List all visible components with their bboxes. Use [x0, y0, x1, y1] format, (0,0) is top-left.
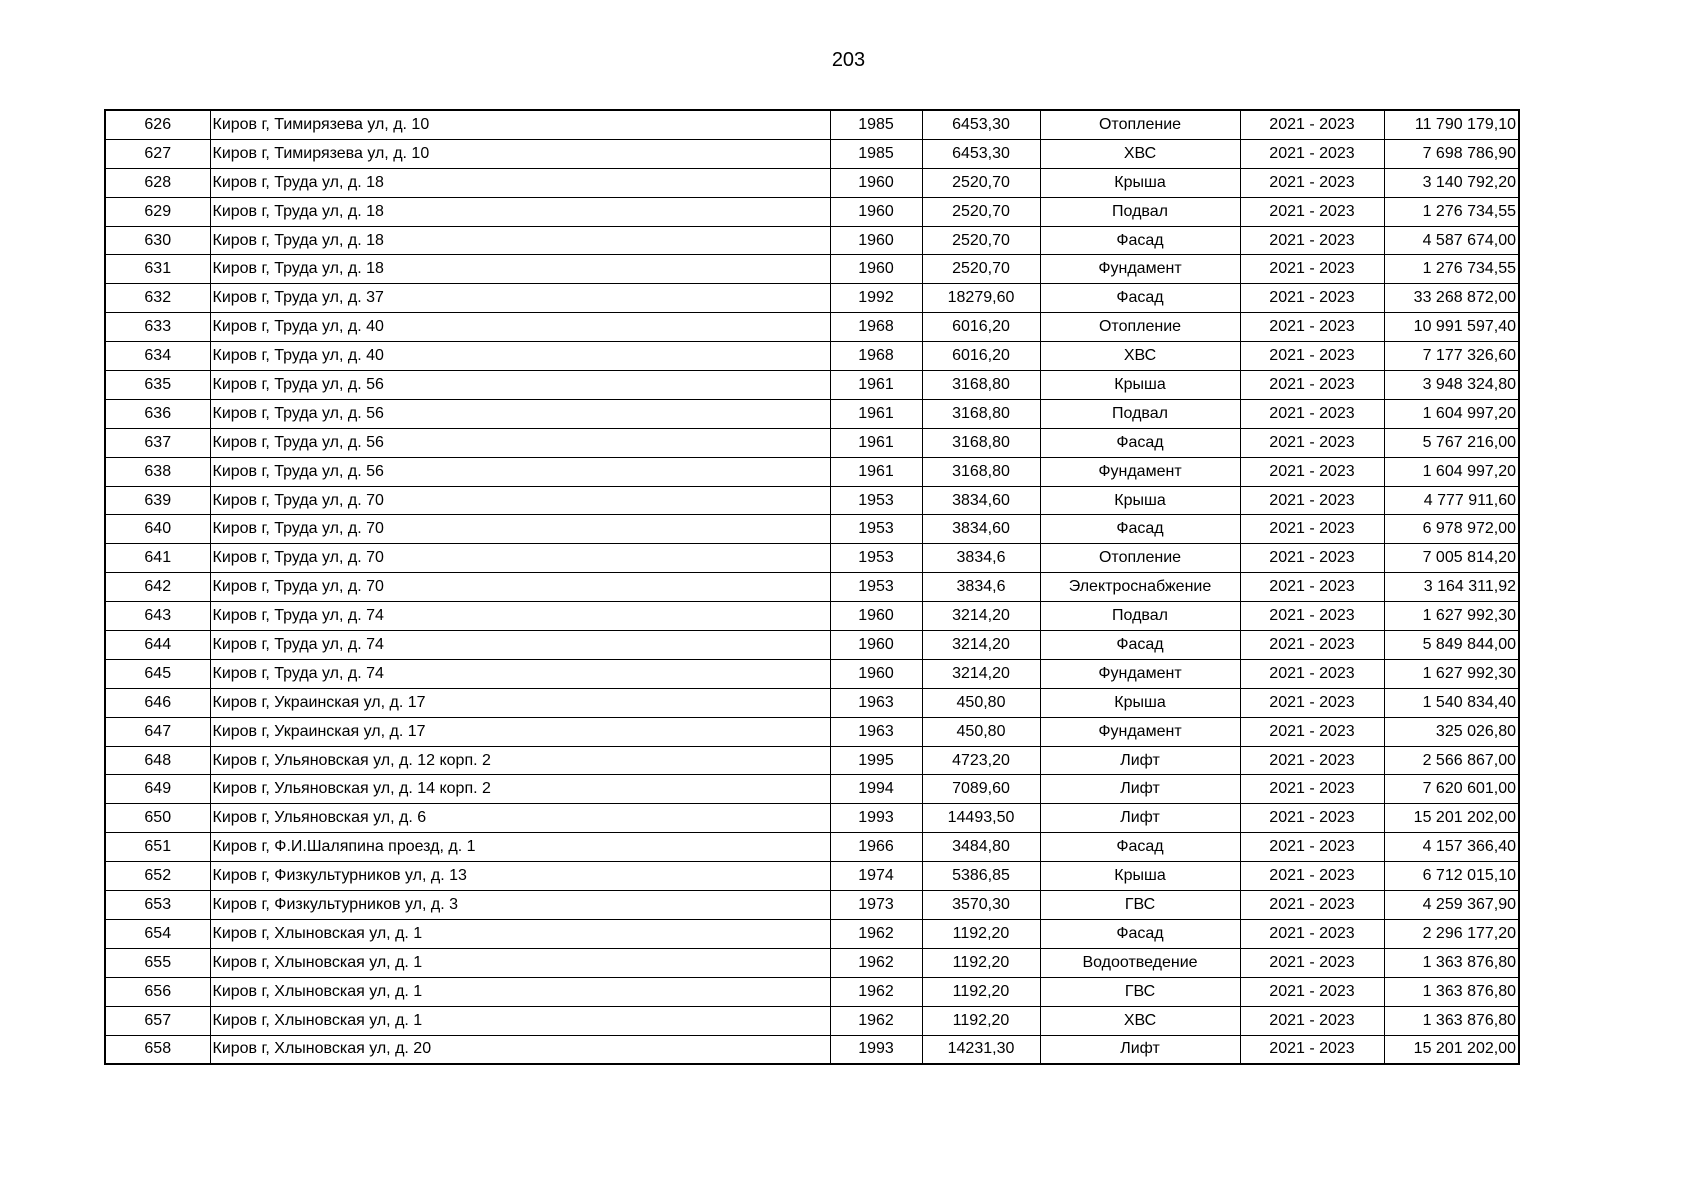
cost-cell: 4 259 367,90 [1384, 891, 1519, 920]
period-cell: 2021 - 2023 [1240, 862, 1384, 891]
period-cell: 2021 - 2023 [1240, 371, 1384, 400]
period-cell: 2021 - 2023 [1240, 573, 1384, 602]
cost-cell: 2 296 177,20 [1384, 919, 1519, 948]
area-cell: 6016,20 [922, 313, 1040, 342]
table-row [105, 110, 1519, 139]
address-cell: Киров г, Ульяновская ул, д. 6 [210, 804, 830, 833]
cost-cell: 5 849 844,00 [1384, 631, 1519, 660]
period-cell: 2021 - 2023 [1240, 168, 1384, 197]
table-row [105, 862, 1519, 891]
cost-cell: 1 363 876,80 [1384, 1006, 1519, 1035]
row-number-cell: 639 [105, 486, 210, 515]
area-cell: 14231,30 [922, 1035, 1040, 1064]
period-cell: 2021 - 2023 [1240, 775, 1384, 804]
year-built-cell: 1960 [830, 197, 922, 226]
area-cell: 2520,70 [922, 255, 1040, 284]
work-type-cell: Отопление [1040, 313, 1240, 342]
address-cell: Киров г, Труда ул, д. 70 [210, 544, 830, 573]
cost-cell: 1 276 734,55 [1384, 197, 1519, 226]
cost-cell: 11 790 179,10 [1384, 110, 1519, 139]
address-cell: Киров г, Труда ул, д. 40 [210, 342, 830, 371]
row-number-cell: 641 [105, 544, 210, 573]
address-cell: Киров г, Физкультурников ул, д. 3 [210, 891, 830, 920]
address-cell: Киров г, Труда ул, д. 18 [210, 168, 830, 197]
year-built-cell: 1963 [830, 688, 922, 717]
table-row [105, 1035, 1519, 1064]
area-cell: 14493,50 [922, 804, 1040, 833]
table-row [105, 833, 1519, 862]
area-cell: 3834,60 [922, 515, 1040, 544]
area-cell: 2520,70 [922, 197, 1040, 226]
period-cell: 2021 - 2023 [1240, 428, 1384, 457]
page-number: 203 [831, 49, 866, 71]
year-built-cell: 1993 [830, 804, 922, 833]
table-row [105, 775, 1519, 804]
period-cell: 2021 - 2023 [1240, 1035, 1384, 1064]
year-built-cell: 1993 [830, 1035, 922, 1064]
table-row [105, 573, 1519, 602]
year-built-cell: 1962 [830, 1006, 922, 1035]
area-cell: 3168,80 [922, 399, 1040, 428]
row-number-cell: 656 [105, 977, 210, 1006]
address-cell: Киров г, Тимирязева ул, д. 10 [210, 139, 830, 168]
row-number-cell: 644 [105, 631, 210, 660]
row-number-cell: 629 [105, 197, 210, 226]
work-type-cell: Отопление [1040, 110, 1240, 139]
period-cell: 2021 - 2023 [1240, 110, 1384, 139]
year-built-cell: 1953 [830, 573, 922, 602]
area-cell: 3168,80 [922, 457, 1040, 486]
table-row [105, 515, 1519, 544]
cost-cell: 1 363 876,80 [1384, 977, 1519, 1006]
year-built-cell: 1960 [830, 226, 922, 255]
period-cell: 2021 - 2023 [1240, 139, 1384, 168]
period-cell: 2021 - 2023 [1240, 515, 1384, 544]
row-number-cell: 635 [105, 371, 210, 400]
work-type-cell: Фундамент [1040, 659, 1240, 688]
period-cell: 2021 - 2023 [1240, 602, 1384, 631]
address-cell: Киров г, Ульяновская ул, д. 14 корп. 2 [210, 775, 830, 804]
address-cell: Киров г, Труда ул, д. 56 [210, 399, 830, 428]
work-type-cell: Лифт [1040, 746, 1240, 775]
area-cell: 1192,20 [922, 1006, 1040, 1035]
work-type-cell: ХВС [1040, 139, 1240, 168]
row-number-cell: 651 [105, 833, 210, 862]
repair-registry-table [104, 109, 1520, 1065]
table-row [105, 717, 1519, 746]
area-cell: 6453,30 [922, 110, 1040, 139]
work-type-cell: Фасад [1040, 833, 1240, 862]
row-number-cell: 626 [105, 110, 210, 139]
year-built-cell: 1985 [830, 139, 922, 168]
year-built-cell: 1973 [830, 891, 922, 920]
area-cell: 18279,60 [922, 284, 1040, 313]
row-number-cell: 658 [105, 1035, 210, 1064]
year-built-cell: 1953 [830, 486, 922, 515]
cost-cell: 4 157 366,40 [1384, 833, 1519, 862]
address-cell: Киров г, Украинская ул, д. 17 [210, 688, 830, 717]
year-built-cell: 1960 [830, 631, 922, 660]
year-built-cell: 1961 [830, 399, 922, 428]
cost-cell: 1 276 734,55 [1384, 255, 1519, 284]
address-cell: Киров г, Труда ул, д. 70 [210, 486, 830, 515]
table-row [105, 977, 1519, 1006]
row-number-cell: 631 [105, 255, 210, 284]
row-number-cell: 655 [105, 948, 210, 977]
cost-cell: 2 566 867,00 [1384, 746, 1519, 775]
address-cell: Киров г, Труда ул, д. 56 [210, 457, 830, 486]
work-type-cell: Фундамент [1040, 457, 1240, 486]
table-row [105, 659, 1519, 688]
address-cell: Киров г, Труда ул, д. 18 [210, 197, 830, 226]
work-type-cell: Подвал [1040, 197, 1240, 226]
period-cell: 2021 - 2023 [1240, 399, 1384, 428]
work-type-cell: Крыша [1040, 168, 1240, 197]
address-cell: Киров г, Украинская ул, д. 17 [210, 717, 830, 746]
address-cell: Киров г, Физкультурников ул, д. 13 [210, 862, 830, 891]
work-type-cell: Подвал [1040, 399, 1240, 428]
address-cell: Киров г, Хлыновская ул, д. 1 [210, 948, 830, 977]
cost-cell: 4 587 674,00 [1384, 226, 1519, 255]
cost-cell: 3 140 792,20 [1384, 168, 1519, 197]
cost-cell: 7 177 326,60 [1384, 342, 1519, 371]
area-cell: 4723,20 [922, 746, 1040, 775]
table-row [105, 197, 1519, 226]
area-cell: 2520,70 [922, 168, 1040, 197]
cost-cell: 33 268 872,00 [1384, 284, 1519, 313]
cost-cell: 1 540 834,40 [1384, 688, 1519, 717]
table-row [105, 457, 1519, 486]
table-row [105, 399, 1519, 428]
row-number-cell: 646 [105, 688, 210, 717]
cost-cell: 7 620 601,00 [1384, 775, 1519, 804]
area-cell: 6453,30 [922, 139, 1040, 168]
area-cell: 6016,20 [922, 342, 1040, 371]
period-cell: 2021 - 2023 [1240, 659, 1384, 688]
area-cell: 3834,60 [922, 486, 1040, 515]
row-number-cell: 632 [105, 284, 210, 313]
address-cell: Киров г, Труда ул, д. 18 [210, 255, 830, 284]
row-number-cell: 628 [105, 168, 210, 197]
period-cell: 2021 - 2023 [1240, 284, 1384, 313]
address-cell: Киров г, Хлыновская ул, д. 1 [210, 919, 830, 948]
year-built-cell: 1960 [830, 168, 922, 197]
area-cell: 3214,20 [922, 602, 1040, 631]
address-cell: Киров г, Хлыновская ул, д. 1 [210, 977, 830, 1006]
year-built-cell: 1968 [830, 313, 922, 342]
period-cell: 2021 - 2023 [1240, 486, 1384, 515]
year-built-cell: 1960 [830, 602, 922, 631]
row-number-cell: 649 [105, 775, 210, 804]
address-cell: Киров г, Труда ул, д. 37 [210, 284, 830, 313]
address-cell: Киров г, Труда ул, д. 56 [210, 371, 830, 400]
period-cell: 2021 - 2023 [1240, 544, 1384, 573]
table-row [105, 342, 1519, 371]
work-type-cell: Подвал [1040, 602, 1240, 631]
cost-cell: 4 777 911,60 [1384, 486, 1519, 515]
year-built-cell: 1953 [830, 515, 922, 544]
period-cell: 2021 - 2023 [1240, 977, 1384, 1006]
work-type-cell: Лифт [1040, 1035, 1240, 1064]
work-type-cell: Лифт [1040, 775, 1240, 804]
row-number-cell: 653 [105, 891, 210, 920]
table-row [105, 486, 1519, 515]
year-built-cell: 1992 [830, 284, 922, 313]
address-cell: Киров г, Труда ул, д. 18 [210, 226, 830, 255]
table-row [105, 168, 1519, 197]
table-row [105, 602, 1519, 631]
year-built-cell: 1985 [830, 110, 922, 139]
period-cell: 2021 - 2023 [1240, 313, 1384, 342]
period-cell: 2021 - 2023 [1240, 631, 1384, 660]
work-type-cell: Фасад [1040, 428, 1240, 457]
work-type-cell: Электроснабжение [1040, 573, 1240, 602]
year-built-cell: 1962 [830, 948, 922, 977]
cost-cell: 325 026,80 [1384, 717, 1519, 746]
cost-cell: 6 712 015,10 [1384, 862, 1519, 891]
cost-cell: 1 363 876,80 [1384, 948, 1519, 977]
work-type-cell: Фасад [1040, 226, 1240, 255]
row-number-cell: 638 [105, 457, 210, 486]
address-cell: Киров г, Труда ул, д. 70 [210, 515, 830, 544]
work-type-cell: Крыша [1040, 371, 1240, 400]
year-built-cell: 1966 [830, 833, 922, 862]
row-number-cell: 634 [105, 342, 210, 371]
work-type-cell: Фасад [1040, 919, 1240, 948]
address-cell: Киров г, Ф.И.Шаляпина проезд, д. 1 [210, 833, 830, 862]
table-row [105, 226, 1519, 255]
area-cell: 3168,80 [922, 371, 1040, 400]
cost-cell: 3 948 324,80 [1384, 371, 1519, 400]
table-row [105, 139, 1519, 168]
address-cell: Киров г, Труда ул, д. 70 [210, 573, 830, 602]
period-cell: 2021 - 2023 [1240, 948, 1384, 977]
table-row [105, 948, 1519, 977]
cost-cell: 1 627 992,30 [1384, 659, 1519, 688]
address-cell: Киров г, Труда ул, д. 74 [210, 631, 830, 660]
address-cell: Киров г, Ульяновская ул, д. 12 корп. 2 [210, 746, 830, 775]
period-cell: 2021 - 2023 [1240, 919, 1384, 948]
period-cell: 2021 - 2023 [1240, 688, 1384, 717]
work-type-cell: ХВС [1040, 342, 1240, 371]
work-type-cell: Фасад [1040, 284, 1240, 313]
row-number-cell: 657 [105, 1006, 210, 1035]
row-number-cell: 645 [105, 659, 210, 688]
year-built-cell: 1961 [830, 371, 922, 400]
row-number-cell: 630 [105, 226, 210, 255]
year-built-cell: 1961 [830, 428, 922, 457]
work-type-cell: Крыша [1040, 486, 1240, 515]
table-row [105, 688, 1519, 717]
row-number-cell: 647 [105, 717, 210, 746]
table-row [105, 255, 1519, 284]
table-row [105, 919, 1519, 948]
cost-cell: 10 991 597,40 [1384, 313, 1519, 342]
period-cell: 2021 - 2023 [1240, 197, 1384, 226]
period-cell: 2021 - 2023 [1240, 255, 1384, 284]
work-type-cell: ГВС [1040, 977, 1240, 1006]
row-number-cell: 627 [105, 139, 210, 168]
work-type-cell: Отопление [1040, 544, 1240, 573]
year-built-cell: 1960 [830, 255, 922, 284]
table-row [105, 631, 1519, 660]
table-row [105, 284, 1519, 313]
area-cell: 3834,6 [922, 544, 1040, 573]
row-number-cell: 654 [105, 919, 210, 948]
year-built-cell: 1962 [830, 919, 922, 948]
area-cell: 3484,80 [922, 833, 1040, 862]
address-cell: Киров г, Хлыновская ул, д. 1 [210, 1006, 830, 1035]
period-cell: 2021 - 2023 [1240, 833, 1384, 862]
year-built-cell: 1994 [830, 775, 922, 804]
year-built-cell: 1953 [830, 544, 922, 573]
address-cell: Киров г, Тимирязева ул, д. 10 [210, 110, 830, 139]
area-cell: 450,80 [922, 688, 1040, 717]
area-cell: 450,80 [922, 717, 1040, 746]
year-built-cell: 1962 [830, 977, 922, 1006]
cost-cell: 15 201 202,00 [1384, 804, 1519, 833]
period-cell: 2021 - 2023 [1240, 342, 1384, 371]
row-number-cell: 642 [105, 573, 210, 602]
work-type-cell: Фундамент [1040, 255, 1240, 284]
work-type-cell: Водоотведение [1040, 948, 1240, 977]
period-cell: 2021 - 2023 [1240, 746, 1384, 775]
cost-cell: 15 201 202,00 [1384, 1035, 1519, 1064]
row-number-cell: 640 [105, 515, 210, 544]
area-cell: 1192,20 [922, 919, 1040, 948]
year-built-cell: 1963 [830, 717, 922, 746]
table-row [105, 746, 1519, 775]
cost-cell: 1 604 997,20 [1384, 457, 1519, 486]
year-built-cell: 1995 [830, 746, 922, 775]
period-cell: 2021 - 2023 [1240, 1006, 1384, 1035]
area-cell: 3168,80 [922, 428, 1040, 457]
area-cell: 7089,60 [922, 775, 1040, 804]
year-built-cell: 1960 [830, 659, 922, 688]
row-number-cell: 633 [105, 313, 210, 342]
address-cell: Киров г, Хлыновская ул, д. 20 [210, 1035, 830, 1064]
table-row [105, 313, 1519, 342]
row-number-cell: 636 [105, 399, 210, 428]
period-cell: 2021 - 2023 [1240, 226, 1384, 255]
area-cell: 3214,20 [922, 659, 1040, 688]
row-number-cell: 637 [105, 428, 210, 457]
work-type-cell: Крыша [1040, 688, 1240, 717]
cost-cell: 1 604 997,20 [1384, 399, 1519, 428]
work-type-cell: Фасад [1040, 515, 1240, 544]
area-cell: 5386,85 [922, 862, 1040, 891]
work-type-cell: Фундамент [1040, 717, 1240, 746]
area-cell: 3570,30 [922, 891, 1040, 920]
work-type-cell: Фасад [1040, 631, 1240, 660]
table-row [105, 544, 1519, 573]
work-type-cell: ХВС [1040, 1006, 1240, 1035]
row-number-cell: 650 [105, 804, 210, 833]
area-cell: 2520,70 [922, 226, 1040, 255]
address-cell: Киров г, Труда ул, д. 56 [210, 428, 830, 457]
row-number-cell: 648 [105, 746, 210, 775]
period-cell: 2021 - 2023 [1240, 457, 1384, 486]
year-built-cell: 1974 [830, 862, 922, 891]
table-row [105, 371, 1519, 400]
work-type-cell: Лифт [1040, 804, 1240, 833]
cost-cell: 3 164 311,92 [1384, 573, 1519, 602]
work-type-cell: ГВС [1040, 891, 1240, 920]
table-row [105, 891, 1519, 920]
work-type-cell: Крыша [1040, 862, 1240, 891]
cost-cell: 5 767 216,00 [1384, 428, 1519, 457]
area-cell: 1192,20 [922, 948, 1040, 977]
address-cell: Киров г, Труда ул, д. 74 [210, 659, 830, 688]
cost-cell: 1 627 992,30 [1384, 602, 1519, 631]
registry-body [105, 110, 1519, 1064]
table-row [105, 804, 1519, 833]
table-row [105, 1006, 1519, 1035]
year-built-cell: 1961 [830, 457, 922, 486]
period-cell: 2021 - 2023 [1240, 804, 1384, 833]
table-row [105, 428, 1519, 457]
area-cell: 3834,6 [922, 573, 1040, 602]
area-cell: 3214,20 [922, 631, 1040, 660]
row-number-cell: 643 [105, 602, 210, 631]
address-cell: Киров г, Труда ул, д. 74 [210, 602, 830, 631]
period-cell: 2021 - 2023 [1240, 717, 1384, 746]
address-cell: Киров г, Труда ул, д. 40 [210, 313, 830, 342]
cost-cell: 6 978 972,00 [1384, 515, 1519, 544]
area-cell: 1192,20 [922, 977, 1040, 1006]
cost-cell: 7 005 814,20 [1384, 544, 1519, 573]
period-cell: 2021 - 2023 [1240, 891, 1384, 920]
year-built-cell: 1968 [830, 342, 922, 371]
row-number-cell: 652 [105, 862, 210, 891]
cost-cell: 7 698 786,90 [1384, 139, 1519, 168]
